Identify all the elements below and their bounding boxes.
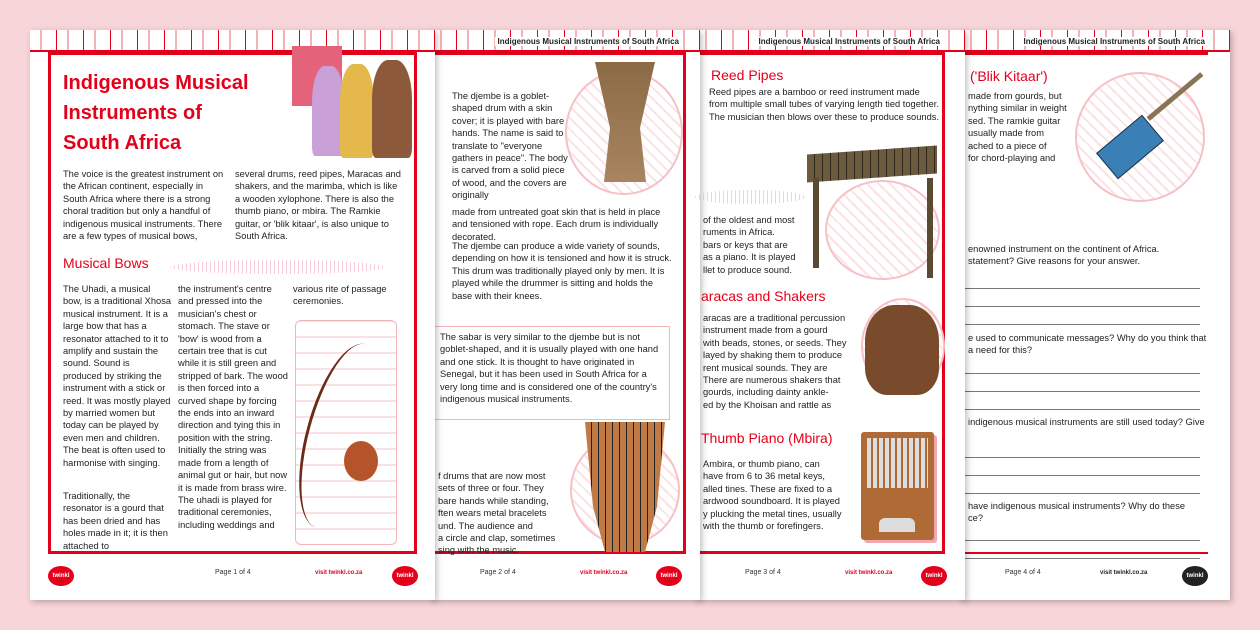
decorative-lines — [960, 457, 1200, 458]
text: enowned instrument on the continent of Africa. — [968, 244, 1160, 254]
text: e used to communicate messages? Why do you think that — [968, 333, 1207, 343]
text: aracas are a traditional percussion — [703, 313, 846, 323]
decorative-lines — [960, 324, 1200, 325]
intro-right: several drums, reed pipes, Maracas and shakers, and the marimba, which is like a wooden xylophone. There is also the thumb piano, or mbira. The Ramkie guitar, or 'blik kitaar', is also unique to South Africa. — [235, 169, 401, 242]
text: f drums that are now most — [438, 471, 546, 481]
text: visit twinkl.co.za — [315, 570, 363, 576]
text: a need for this? — [968, 345, 1033, 356]
text: for chord-playing and — [968, 153, 1056, 164]
text: aracas and Shakers — [701, 288, 826, 304]
section-heading: Musical Bows — [63, 255, 149, 271]
text: Reed Pipes — [711, 67, 784, 83]
decorative-shape — [867, 438, 928, 488]
text: ed by the Khoisan and rattle as — [703, 399, 832, 410]
text: ce? — [968, 513, 983, 524]
decorative-lines — [960, 409, 1200, 410]
text: ften wears metal bracelets — [438, 508, 547, 519]
page-title — [63, 68, 249, 158]
text: Traditionally, the resonator is a gourd that has been dried and has holes made in it; it is then attached to — [63, 491, 168, 551]
ramkie-heading: ('Blik Kitaar') — [970, 68, 1048, 84]
decorative-lines — [960, 558, 1200, 559]
text: Ambira, or thumb piano, can — [703, 459, 820, 469]
decorative-wave — [695, 190, 805, 204]
text: Page 1 of 4 — [215, 569, 251, 576]
text: as a piano. It is played — [703, 252, 796, 263]
text: twinkl — [656, 566, 682, 586]
uhadi-bow-image — [295, 320, 397, 545]
decorative-lines — [960, 373, 1200, 374]
decorative-wave — [170, 260, 385, 274]
text: layed by shaking them to produce — [703, 350, 843, 361]
decorative-shape — [372, 60, 412, 158]
text: Instruments of — [63, 102, 202, 124]
page-1 — [30, 30, 435, 600]
page-4 — [960, 30, 1230, 600]
decorative-t — [438, 470, 555, 557]
women-illustration — [292, 46, 422, 158]
decorative-shape — [344, 441, 378, 481]
shakers-image — [865, 305, 939, 395]
sabar-text: The sabar is very similar to the djembe but is not goblet-shaped, and it is usually played with one hand and one stick. It is thought to have originated in Senegal, but it has been used in South Africa for a very long time and is considered one of the country's indigenous musical instruments. — [440, 332, 659, 405]
text: nything similar in weight — [968, 103, 1067, 114]
text: instrument made from a gourd — [703, 325, 828, 336]
text: ached to a piece of — [968, 140, 1047, 151]
decorative-t — [968, 90, 1067, 164]
text: usually made from — [968, 128, 1044, 139]
text: sing with the music. — [438, 545, 520, 556]
text: alled tines. These are fixed to a — [703, 483, 833, 494]
text: twinkl — [1182, 566, 1208, 586]
text: the instrument's centre and pressed into the musician's chest or stomach. The stave or 'bow' is wood from a certain tree that is cut while it is still green and stripped of bark. The wood is then forced into a curved shape by forcing the ends into an inward direction and tying this in position with the string. Initially the string was made from a length of animal gut or hair, but now it is made from brass wire. The uhadi is played for traditional ceremonies, including weddings and — [178, 284, 288, 530]
decorative-circle — [825, 180, 940, 280]
decorative-shape — [283, 335, 400, 537]
text: visit twinkl.co.za — [580, 570, 628, 576]
page-header: Indigenous Musical Instruments of South Africa — [1021, 37, 1209, 46]
text: various rite of passage ceremonies. — [293, 284, 387, 307]
decorative-t — [703, 214, 796, 276]
text: Indigenous Musical Instruments of South Africa — [495, 37, 683, 46]
text: statement? Give reasons for your answer. — [968, 256, 1141, 267]
decorative-t — [703, 312, 847, 411]
page-3 — [695, 30, 965, 600]
text: twinkl — [392, 566, 418, 586]
question-3 — [968, 416, 1205, 428]
decorative-lines — [960, 391, 1200, 392]
text: y plucking the metal tines, usually — [703, 508, 842, 519]
text: sed. The ramkie guitar — [968, 115, 1061, 126]
text: The djembe is a goblet-shaped drum with a skin cover; it is played with bare hands. The name is said to translate to "everyone gathers in peace". The body is carved from a solid piece of wood, and the covers are originally — [452, 91, 568, 201]
text: Page 3 of 4 — [745, 569, 781, 576]
text: ruments in Africa. — [703, 227, 775, 238]
decorative-shape — [879, 518, 915, 532]
text: twinkl — [921, 566, 947, 586]
decorative-shape — [340, 64, 374, 158]
text: ardwood soundboard. It is played — [703, 496, 840, 507]
text: bare hands while standing, — [438, 495, 549, 506]
decorative-lines — [960, 493, 1200, 494]
text: bars or keys that are — [703, 239, 788, 250]
text: Thumb Piano (Mbira) — [701, 430, 833, 446]
text: with the thumb or forefingers. — [703, 521, 824, 532]
text: sets of three or four. They — [438, 483, 544, 494]
text: visit twinkl.co.za — [845, 570, 893, 576]
intro-left: The voice is the greatest instrument on the African continent, especially in South Africa where there is a strong choral tradition but only a handful of indigenous musical instruments. There are a few types of musical bows, — [63, 169, 224, 242]
decorative-t — [703, 458, 842, 532]
text: have indigenous musical instruments? Why do these — [968, 501, 1186, 511]
page-2 — [430, 30, 700, 600]
text: rent musical sounds. They are — [703, 362, 828, 373]
text: made from gourds, but — [968, 91, 1062, 101]
text: visit twinkl.co.za — [1100, 570, 1148, 576]
question-1 — [968, 243, 1159, 268]
text: und. The audience and — [438, 520, 533, 531]
text: There are numerous shakers that — [703, 375, 841, 386]
text: Page 2 of 4 — [480, 569, 516, 576]
decorative-img — [813, 178, 819, 268]
text: with beads, stones, or seeds. They — [703, 337, 847, 348]
text: Indigenous Musical Instruments of South Africa — [756, 37, 944, 46]
text: Reed pipes are a bamboo or reed instrument made from multiple small tubes of varying length tied together. The musician then blows over these to produce sounds. — [709, 87, 939, 122]
text: indigenous musical instruments are still used today? Give — [968, 417, 1205, 427]
text: The Uhadi, a musical bow, is a traditional Xhosa musical instrument. It is a large bow that has a resonator attached to it to amplify and sustain the sound. Sound is produced by striking the instrument with a stick or reed. It was mostly played by married women but today can be played by even men and children. The beat is often used to harmonise with singing. — [63, 284, 172, 468]
text: Page 4 of 4 — [1005, 569, 1041, 576]
decorative-lines — [960, 475, 1200, 476]
text: have from 6 to 36 metal keys, — [703, 471, 825, 482]
text: gourds, including dainty ankle- — [703, 387, 829, 398]
mbira-image — [861, 432, 934, 540]
question-2 — [968, 332, 1206, 357]
text: a circle and clap, sometimes — [438, 533, 556, 544]
text: The djembe can produce a wide variety of sounds, depending on how it is tensioned and how it is struck. This drum was traditionally played only by men. It is played while the drummer is sitting and holds the base with their knees. — [452, 241, 672, 301]
text: of the oldest and most — [703, 215, 795, 225]
text: llet to produce sound. — [703, 264, 792, 275]
text: made from untreated goat skin that is held in place and tensioned with rope. Each drum is individually decorated. — [452, 207, 661, 242]
decorative-lines — [960, 540, 1200, 541]
decorative-img — [927, 178, 933, 278]
decorative-lines — [960, 288, 1200, 289]
text: Indigenous Musical — [63, 72, 249, 94]
twinkl-logo: twinkl — [48, 566, 74, 586]
text: South Africa — [63, 132, 182, 154]
question-4 — [968, 500, 1185, 525]
decorative-lines — [960, 306, 1200, 307]
